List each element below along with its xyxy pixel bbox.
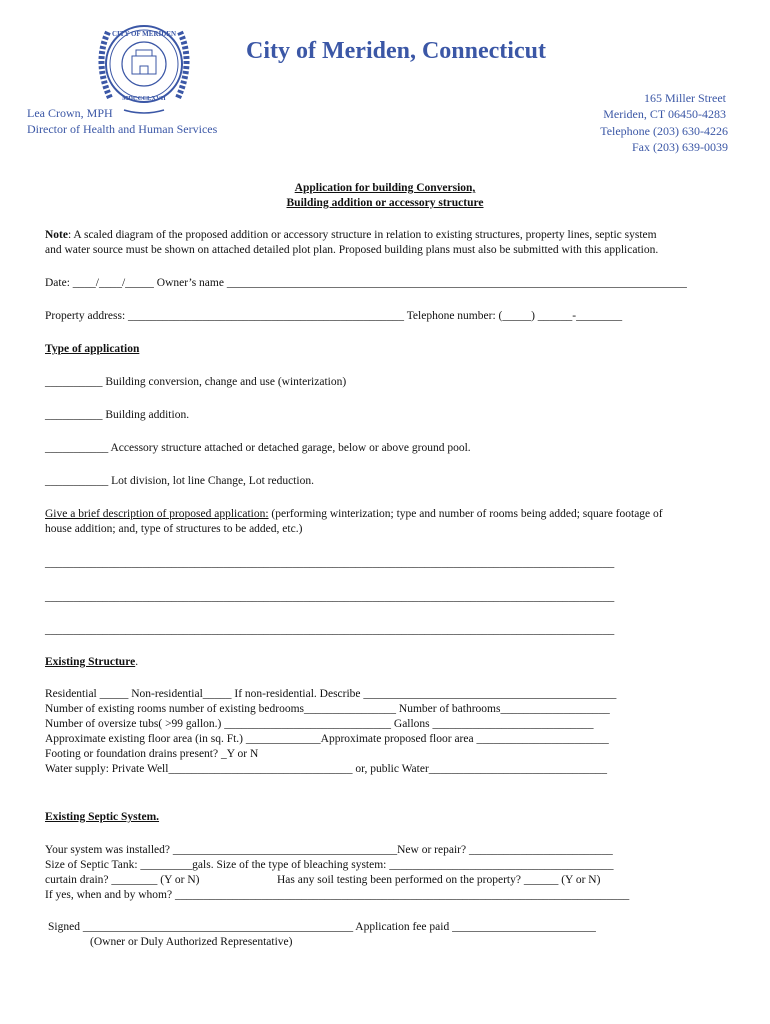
note-text-1: : A scaled diagram of the proposed addition or accessory structure in relation to existing structures, property lines, septic system [68, 229, 657, 241]
form-heading-1: Application for building Conversion, [294, 182, 476, 194]
page-title: City of Meriden, Connecticut [246, 38, 546, 64]
type-option-conversion[interactable]: __________ Building conversion, change and use (winterization) [45, 376, 347, 388]
fax: Fax (203) 639-0039 [632, 140, 728, 154]
note-label: Note [45, 229, 68, 241]
official-title: Director of Health and Human Services [27, 122, 218, 136]
address-line-2: Meriden, CT 06450-4283 [603, 107, 726, 121]
description-blank-1[interactable]: ___________________________________________________________________________________________________ [45, 557, 615, 569]
date-owner-field[interactable]: Date: ____/____/_____ Owner’s name ________________________________________________________________________________ [45, 277, 687, 289]
soil-testing-field[interactable]: Has any soil testing been performed on the property? ______ (Y or N) [277, 874, 601, 886]
note-line-1 [45, 229, 657, 241]
description-label: Give a brief description of proposed application: [45, 508, 269, 520]
city-seal-logo [88, 12, 200, 118]
type-option-lot[interactable]: ___________ Lot division, lot line Change, Lot reduction. [45, 475, 314, 487]
property-phone-field[interactable]: Property address: ________________________________________________ Telephone number: (_____) ______-________ [45, 310, 623, 322]
residential-field[interactable]: Residential _____ Non-residential_____ If non-residential. Describe ____________________________________________ [45, 688, 617, 700]
footing-drains-field[interactable]: Footing or foundation drains present? _Y or N [45, 748, 259, 760]
system-installed-field[interactable]: Your system was installed? _______________________________________New or repair? _________________________ [45, 844, 613, 856]
existing-structure-period: . [135, 656, 139, 668]
telephone: Telephone (203) 630-4226 [600, 124, 728, 138]
official-name: Lea Crown, MPH [27, 106, 113, 120]
description-hint: (performing winterization; type and number of rooms being added; square footage of [268, 508, 663, 520]
septic-tank-size-field[interactable]: Size of Septic Tank: _________gals. Size of the type of bleaching system: _______________________________________ [45, 859, 614, 871]
signature-caption: (Owner or Duly Authorized Representative) [90, 936, 293, 948]
rooms-bathrooms-field[interactable]: Number of existing rooms number of existing bedrooms________________ Number of bathrooms___________________ [45, 703, 610, 715]
type-of-application-heading: Type of application [45, 343, 140, 355]
type-option-accessory[interactable]: ___________ Accessory structure attached or detached garage, below or above ground pool. [45, 442, 471, 454]
description-line-2: house addition; and, type of structures to be added, etc.) [45, 523, 303, 535]
existing-structure-heading: Existing Structure [45, 656, 136, 668]
curtain-drain-field[interactable]: curtain drain? ________ (Y or N) [45, 874, 200, 886]
type-option-addition[interactable]: __________ Building addition. [45, 409, 190, 421]
floor-area-field[interactable]: Approximate existing floor area (in sq. Ft.) _____________Approximate proposed floor area _______________________ [45, 733, 609, 745]
seal-top-text: CITY OF MERIDEN [111, 30, 177, 38]
address-line-1: 165 Miller Street [644, 91, 726, 105]
form-heading-2: Building addition or accessory structure [286, 197, 484, 209]
description-blank-3[interactable]: ___________________________________________________________________________________________________ [45, 624, 615, 636]
note-line-2: and water source must be shown on attached detailed plot plan. Proposed building plans must also be submitted with this application. [45, 244, 659, 256]
when-by-whom-field[interactable]: If yes, when and by whom? _______________________________________________________________________________ [45, 889, 630, 901]
existing-septic-heading: Existing Septic System. [45, 811, 160, 823]
water-supply-field[interactable]: Water supply: Private Well________________________________ or, public Water_______________________________ [45, 763, 608, 775]
existing-structure-heading-line [45, 656, 138, 668]
signature-fee-field[interactable]: Signed _______________________________________________ Application fee paid _________________________ [48, 921, 596, 933]
oversize-tubs-field[interactable]: Number of oversize tubs( >99 gallon.) _____________________________ Gallons ____________________________ [45, 718, 594, 730]
description-blank-2[interactable]: ___________________________________________________________________________________________________ [45, 591, 615, 603]
description-line-1 [45, 508, 663, 520]
seal-year-text: MDCCCLXVII [122, 95, 166, 102]
